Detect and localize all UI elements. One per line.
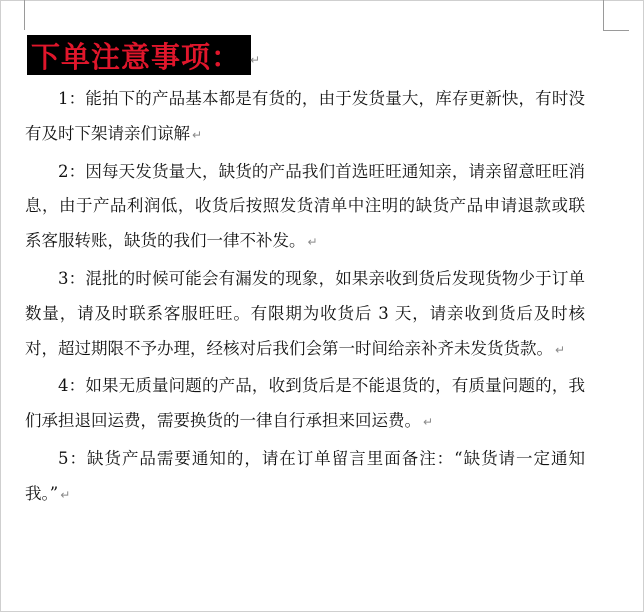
paragraph-mark-icon: ↵ [423, 415, 434, 430]
paragraph-3 [25, 262, 585, 367]
paragraph-text: 3：混批的时候可能会有漏发的现象，如果亲收到货后发现货物少于订单数量，请及时联系客服旺旺。有限期为收货后 3 天，请亲收到货后及时核对，超过期限不予办理，经核对后我们会第一时间给亲补齐未发货货款。 [25, 268, 585, 358]
paragraph-text: 2：因每天发货量大，缺货的产品我们首选旺旺通知亲，请亲留意旺旺消息，由于产品利润低，收货后按照发货清单中注明的缺货产品申请退款或联系客服转账，缺货的我们一律不补发。 [25, 161, 585, 251]
paragraph-text: 1：能拍下的产品基本都是有货的，由于发货量大，库存更新快，有时没有及时下架请亲们谅解 [25, 89, 585, 143]
paragraph-1 [25, 82, 585, 153]
paragraph-text: 4：如果无质量问题的产品，收到货后是不能退货的，有质量问题的，我们承担退回运费，需要换货的一律自行承担来回运费。 [25, 376, 585, 431]
paragraph-2 [25, 155, 585, 260]
title-banner [27, 35, 251, 75]
paragraph-mark-icon: ↵ [250, 53, 261, 67]
paragraph-mark-icon: ↵ [555, 342, 566, 357]
document-title: 下单注意事项： [31, 39, 242, 74]
crop-mark-top-right-vertical [603, 0, 604, 30]
document-body [25, 82, 585, 515]
crop-mark-top-right-horizontal [603, 30, 629, 31]
paragraph-mark-icon: ↵ [307, 235, 318, 250]
crop-mark-top-left [24, 0, 25, 30]
paragraph-5 [25, 442, 585, 513]
paragraph-text: 5：缺货产品需要通知的，请在订单留言里面备注：“缺货请一定通知我。” [25, 448, 585, 503]
paragraph-mark-icon: ↵ [192, 127, 203, 142]
paragraph-4 [25, 369, 585, 440]
paragraph-mark-icon: ↵ [60, 487, 71, 502]
